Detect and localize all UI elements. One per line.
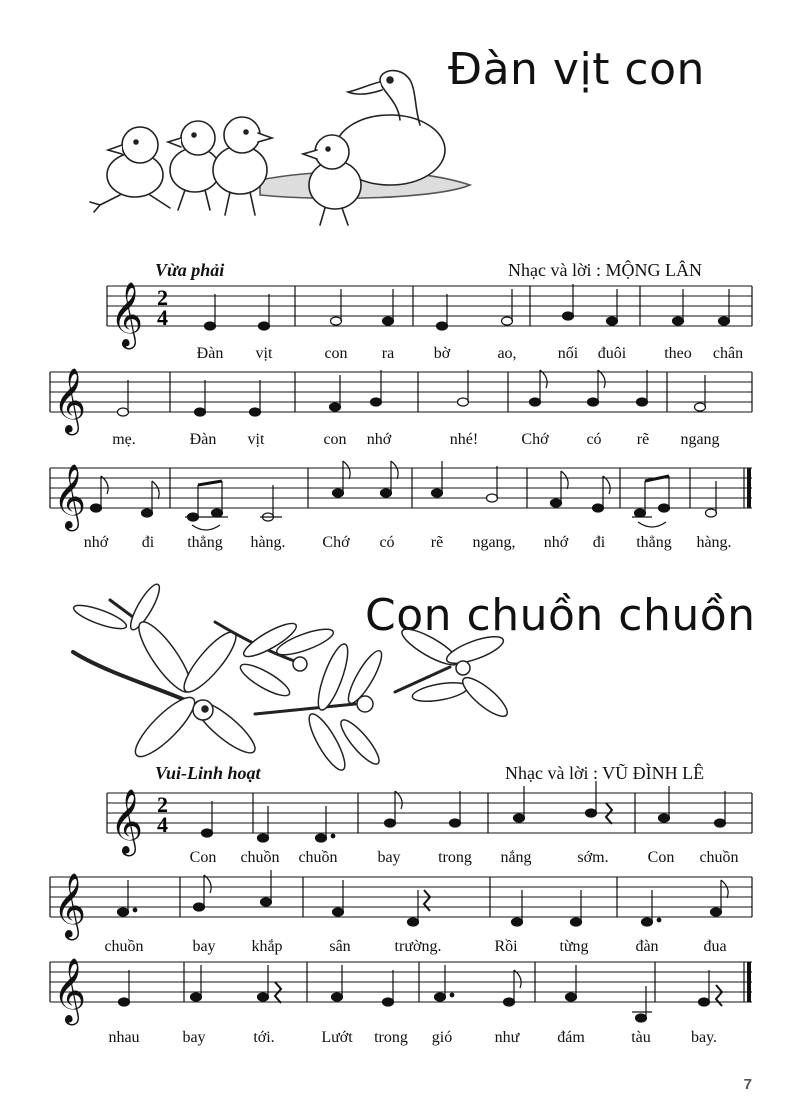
- lyric-syllable: đua: [703, 938, 727, 955]
- lyric-syllable: nhớ: [366, 431, 392, 448]
- lyric-syllable: đi: [141, 534, 155, 551]
- lyric-syllable: sớm.: [577, 849, 609, 866]
- lyric-syllable: chuồn: [699, 849, 739, 866]
- lyric-syllable: bờ: [433, 345, 451, 362]
- lyric-syllable: Chớ: [521, 431, 549, 448]
- song-title-2: Con chuồn chuồn: [365, 590, 756, 641]
- lyric-syllable: ra: [381, 345, 395, 362]
- treble-clef-icon: 𝄞: [53, 368, 87, 433]
- treble-clef-icon: 𝄞: [110, 282, 144, 347]
- lyric-syllable: có: [586, 431, 602, 448]
- treble-clef-icon: 𝄞: [53, 873, 87, 938]
- lyric-syllable: hàng.: [696, 534, 732, 551]
- lyric-syllable: Chớ: [322, 534, 350, 551]
- lyric-syllable: Con: [647, 849, 675, 866]
- lyric-syllable: theo: [664, 345, 692, 362]
- lyric-syllable: có: [379, 534, 395, 551]
- lyric-syllable: nhau: [108, 1029, 140, 1046]
- lyric-syllable: con: [323, 431, 347, 448]
- lyric-syllable: trong: [374, 1029, 408, 1046]
- lyric-syllable: bay.: [690, 1029, 718, 1046]
- lyric-syllable: chuồn: [104, 938, 144, 955]
- rest-icon: [716, 985, 722, 1006]
- credit-1: Nhạc và lời : MỘNG LÂN: [508, 260, 702, 280]
- note: [435, 993, 446, 1001]
- page-number: 7: [743, 1076, 752, 1093]
- lyric-syllable: bay: [192, 938, 216, 955]
- lyric-syllable: đuôi: [597, 345, 627, 362]
- lyric-syllable: nối: [557, 345, 579, 362]
- note: [636, 1014, 647, 1022]
- note: [566, 993, 577, 1001]
- lyric-syllable: Con: [189, 849, 217, 866]
- lyric-syllable: nhớ: [543, 534, 569, 551]
- lyric-syllable: ngang,: [472, 534, 516, 551]
- note: [699, 998, 710, 1006]
- lyric-syllable: đàn: [635, 938, 659, 955]
- note: [119, 998, 130, 1006]
- lyric-syllable: đám: [557, 1029, 585, 1046]
- time-signature-bottom-1: 4: [157, 305, 168, 330]
- treble-clef-icon: 𝄞: [110, 789, 144, 854]
- lyric-syllable: nhé!: [449, 431, 479, 448]
- lyric-syllable: tàu: [631, 1029, 651, 1046]
- note: [383, 998, 394, 1006]
- lyric-syllable: ao,: [497, 345, 517, 362]
- lyric-syllable: chuồn: [298, 849, 338, 866]
- lyric-syllable: con: [324, 345, 348, 362]
- lyric-syllable: hàng.: [250, 534, 286, 551]
- lyric-syllable: mẹ.: [112, 431, 136, 448]
- lyric-syllable: chuồn: [240, 849, 280, 866]
- lyric-syllable: vịt: [247, 431, 265, 448]
- lyric-syllable: trong: [438, 849, 472, 866]
- note: [332, 993, 343, 1001]
- tempo-marking-1: Vừa phải: [155, 260, 225, 280]
- lyric-syllable: rẽ: [430, 534, 444, 551]
- lyric-syllable: sân: [329, 938, 351, 955]
- time-signature-top-2: 2: [157, 792, 168, 817]
- treble-clef-icon: 𝄞: [53, 464, 87, 529]
- lyric-syllable: Đàn: [196, 345, 224, 362]
- lyric-syllable: Rồi: [494, 938, 518, 955]
- lyric-syllable: rẽ: [636, 431, 650, 448]
- lyric-syllable: bay: [182, 1029, 206, 1046]
- lyric-syllable: trường.: [394, 938, 442, 955]
- lyric-syllable: chân: [712, 345, 744, 362]
- lyric-syllable: khắp: [251, 938, 283, 955]
- lyric-syllable: đi: [592, 534, 606, 551]
- credit-2: Nhạc và lời : VŨ ĐÌNH LÊ: [505, 763, 705, 783]
- song-title-1: Đàn vịt con: [448, 44, 705, 95]
- lyric-syllable: Lướt: [321, 1029, 353, 1046]
- lyric-syllable: bay: [377, 849, 401, 866]
- tempo-marking-2: Vui-Linh hoạt: [155, 763, 261, 783]
- lyric-syllable: thẳng: [187, 534, 223, 551]
- lyric-syllable: nắng: [500, 849, 532, 866]
- lyric-syllable: gió: [431, 1029, 453, 1046]
- lyric-syllable: như: [494, 1029, 520, 1046]
- note: [504, 998, 515, 1006]
- time-signature-top-1: 2: [157, 285, 168, 310]
- treble-clef-icon: 𝄞: [53, 958, 87, 1023]
- note: [191, 993, 202, 1001]
- lyric-syllable: Đàn: [189, 431, 217, 448]
- lyric-syllable: vịt: [255, 345, 273, 362]
- lyric-syllable: thẳng: [636, 534, 672, 551]
- lyric-syllable: từng: [559, 938, 589, 955]
- time-signature-bottom-2: 4: [157, 812, 168, 837]
- note: [258, 993, 269, 1001]
- lyric-syllable: ngang: [680, 431, 720, 448]
- lyric-syllable: nhớ: [83, 534, 109, 551]
- lyric-syllable: tới.: [253, 1029, 275, 1046]
